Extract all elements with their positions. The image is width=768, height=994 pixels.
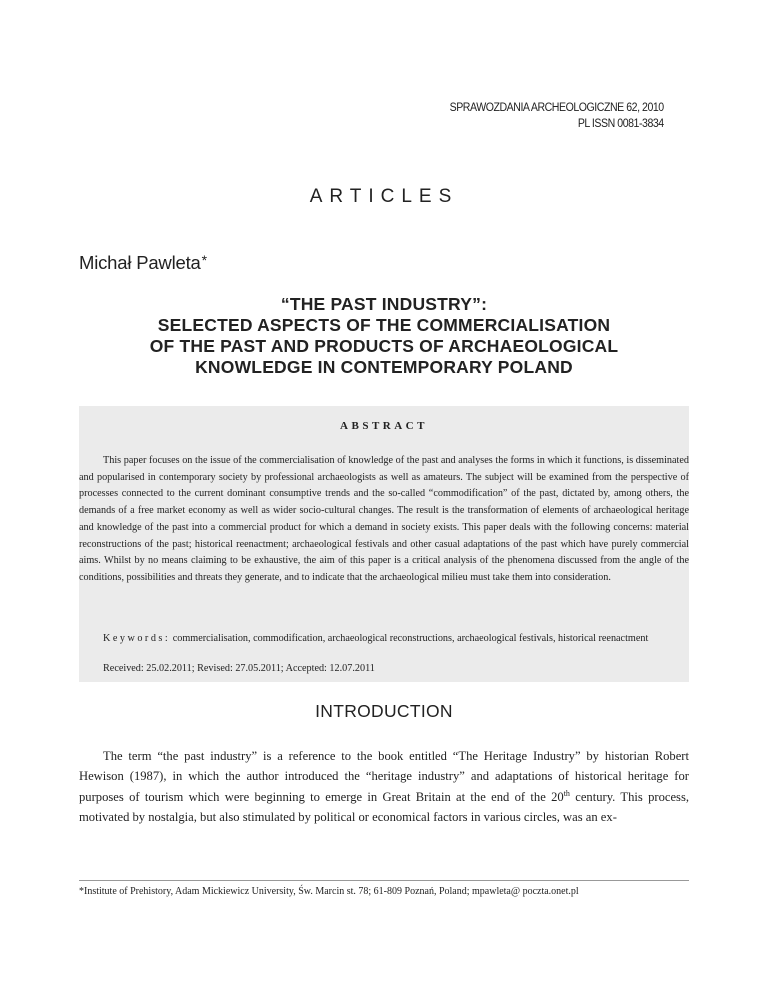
title-line: SELECTED ASPECTS OF THE COMMERCIALISATION [157,315,611,335]
title-line: KNOWLEDGE IN CONTEMPORARY POLAND [195,357,573,377]
superscript: th [563,788,570,798]
journal-issn: PL ISSN 0081-3834 [578,118,664,130]
author-footnote-marker: * [201,252,207,268]
article-title [0,294,768,378]
abstract-box [79,406,689,682]
author [79,252,207,274]
keywords-list: commercialisation, commodification, archaeological reconstructions, archaeological festivals, historical reenactment [172,633,649,644]
introduction-paragraph [79,746,689,827]
abstract-text: This paper focuses on the issue of the commercialisation of knowledge of the past and analyses the forms in which it functions, is disseminated and popularised in contemporary society by professional archaeologists as well as amateurs. The subject will be examined from the perspective of processes connected to the current dominant consumptive trends and the so-called “commodification” of the past, dictated by, among others, the demands of a free market economy as well as wider socio-cultural changes. The result is the transformation of elements of archaeological heritage and knowledge of the past into a commercial product for which a demand in society exists. This paper deals with the following concerns: material reconstructions of the past; historical reenactment; archaeological festivals and other casual adaptations of the past which have purely commercial aims. Whilst by no means claiming to be exhaustive, the aim of this paper is a critical analysis of the phenomena discussed from the angle of the conditions, possibilities and threats they generate, and to indicate that the archaeological milieu must take them into consideration. [79,455,689,583]
introduction-heading: INTRODUCTION [315,701,453,721]
title-line: “THE PAST INDUSTRY”: [280,294,488,314]
keywords [79,631,689,647]
journal-info [450,100,664,132]
section-heading: ARTICLES [309,186,459,207]
received-dates: Received: 25.02.2011; Revised: 27.05.2011; Accepted: 12.07.2011 [103,663,375,674]
author-name: Michał Pawleta [79,252,201,273]
journal-title: SPRAWOZDANIA ARCHEOLOGICZNE 62, 2010 [449,102,664,114]
footnote: *Institute of Prehistory, Adam Mickiewicz University, Św. Marcin st. 78; 61-809 Poznań, Poland; mpawleta@ poczta.onet.pl [79,886,579,897]
keywords-label: Keywords: [103,633,171,644]
introduction-text-part: century. This process, motivated by nostalgia, but also stimulated by political or economical factors in various circles, was an ex- [79,789,689,824]
introduction-text-part: The term “the past industry” is a reference to the book entitled “The Heritage Industry” by historian Robert Hewison (1987), in which the author introduced the “heritage industry” and adaptations of historical heritage for purposes of tourism which were beginning to emerge in Great Britain at the end of the 20 [79,749,689,804]
footnote-divider [79,880,689,881]
title-line: OF THE PAST AND PRODUCTS OF ARCHAEOLOGICAL [149,336,619,356]
abstract-heading: ABSTRACT [340,420,428,432]
